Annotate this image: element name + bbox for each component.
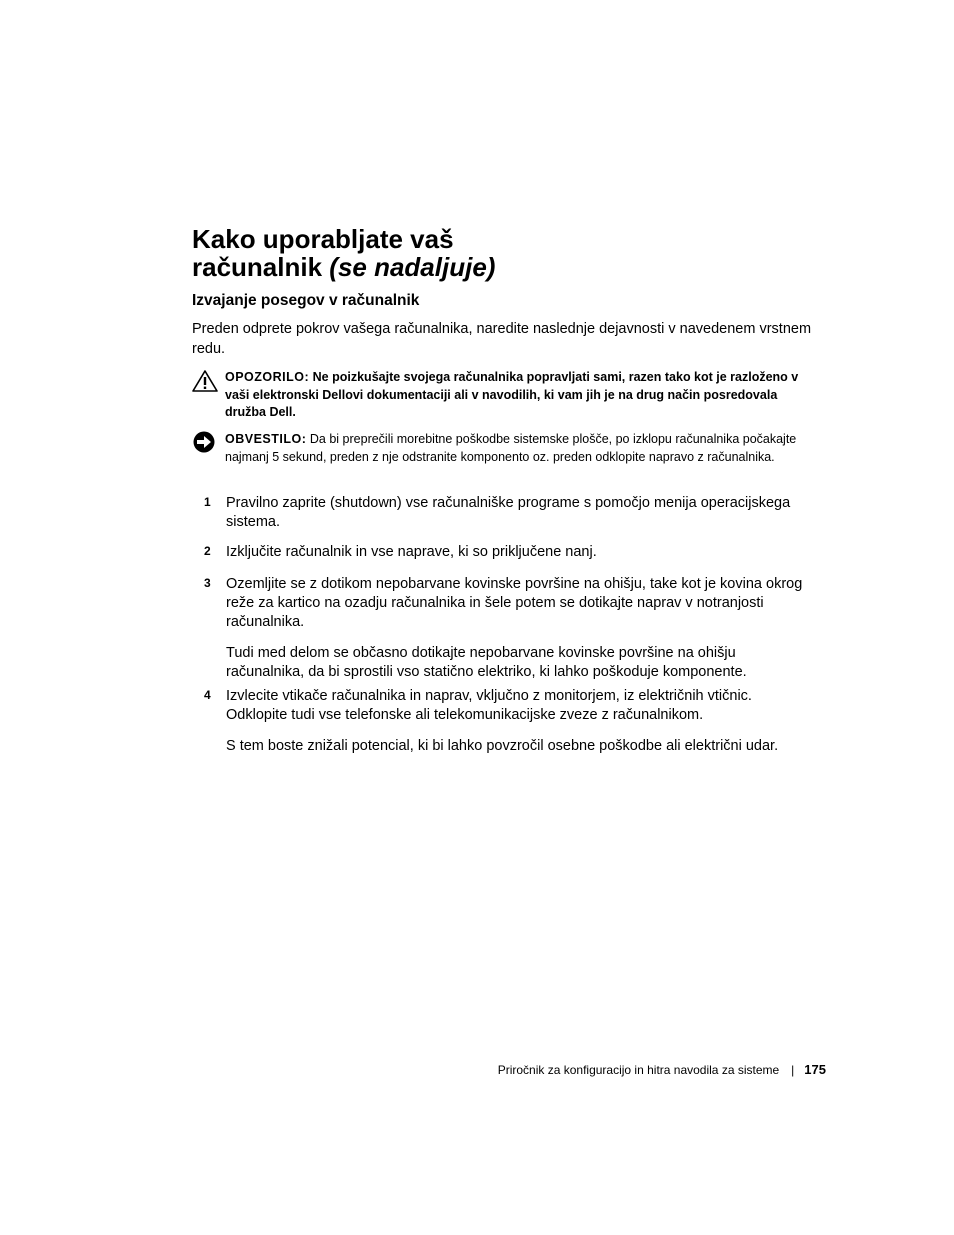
step-text: Izvlecite vtikače računalnika in naprav, vključno z monitorjem, iz električnih vtičnic. Odklopite tudi vse telefonske ali telekomunikacijske zveze z računalnikom.: [226, 688, 752, 723]
section-heading: Izvajanje posegov v računalnik: [192, 292, 420, 309]
notice-text: Da bi preprečili morebitne poškodbe sistemske plošče, po izklopu računalnika počakajte najmanj 5 sekund, preden z nje odstranite komponento oz. preden odklopite napravo z računalnika.: [225, 432, 797, 464]
notice-label: OBVESTILO:: [225, 432, 307, 446]
warning-text: Ne poizkušajte svojega računalnika popravljati sami, razen tako kot je razloženo v vaši elektronski Dellovi dokumentaciji ali v navodilih, ki vam jih je na drug način posredovala družba Dell.: [225, 370, 799, 419]
warning-triangle-icon: [192, 369, 218, 398]
step-item-2: [192, 543, 812, 562]
footer-title: Priročnik za konfiguracijo in hitra navodila za sisteme: [497, 1063, 780, 1077]
notice-text-block: [225, 431, 812, 466]
step-extra-text: Tudi med delom se občasno dotikajte nepobarvane kovinske površine na ohišju računalnika, da bi sprostili vso statično elektriko, ki lahko poškoduje komponente.: [226, 645, 747, 680]
step-text: Izključite računalnik in vse naprave, ki so priključene nanj.: [226, 544, 597, 560]
step-item-1: [192, 494, 812, 532]
warning-label: OPOZORILO:: [225, 370, 310, 384]
step-item-3: [192, 575, 812, 682]
intro-paragraph: Preden odprete pokrov vašega računalnika, naredite naslednje dejavnosti v navedenem vrstnem redu.: [192, 321, 812, 357]
page-title-main: računalnik: [192, 252, 330, 282]
step-text: Pravilno zaprite (shutdown) vse računalniške programe s pomočjo menija operacijskega sistema.: [226, 495, 791, 530]
step-number: 4: [204, 688, 211, 702]
page-title: [192, 225, 812, 281]
warning-text-block: [225, 369, 812, 422]
step-number: 3: [204, 576, 211, 590]
page-title-continued: (se nadaljuje): [329, 252, 496, 282]
notice-box: [192, 431, 812, 466]
page-title-line-1: Kako uporabljate vaš: [192, 224, 454, 254]
page-title-line-2: [192, 253, 812, 281]
page-footer: [498, 1062, 826, 1077]
step-text: Ozemljite se z dotikom nepobarvane kovinske površine na ohišju, take kot je kovina okrog reže za kartico na ozadju računalnika in šele potem se dotikajte naprav v notranjosti računalnika.: [226, 576, 803, 630]
notice-arrow-icon: [192, 431, 216, 458]
warning-box: [192, 369, 812, 422]
step-extra-text: S tem boste znižali potencial, ki bi lahko povzročil osebne poškodbe ali električni udar.: [226, 738, 779, 754]
step-number: 1: [204, 495, 211, 509]
page-number: 175: [804, 1062, 826, 1077]
footer-separator: |: [791, 1063, 795, 1077]
step-number: 2: [204, 544, 211, 558]
step-item-4: [192, 687, 812, 756]
